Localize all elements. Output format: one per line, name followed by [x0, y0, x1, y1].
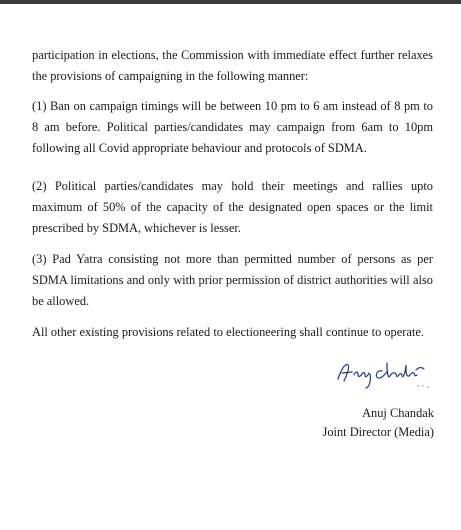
signatory-designation: Joint Director (Media)	[322, 425, 434, 439]
signatory-name: Anuj Chandak	[362, 406, 434, 420]
handwritten-signature	[334, 357, 434, 391]
paragraph-point-3: (3) Pad Yatra consisting not more than permitted number of persons as per SDMA limitations and only with prior permission of district authorities will also be allowed.	[32, 252, 433, 308]
paragraph-closing: All other existing provisions related to electioneering shall continue to operate.	[32, 325, 424, 339]
paragraph-point-2: (2) Political parties/candidates may hold their meetings and rallies upto maximum of 50% of the capacity of the designated open spaces or the limit prescribed by SDMA, whichever is lesser.	[32, 179, 433, 235]
paragraph-point-1: (1) Ban on campaign timings will be between 10 pm to 6 am instead of 8 pm to 8 am before. Political parties/candidates may campaign from 6am to 10pm following all Covid appropriate behaviour and protocols of SDMA.	[32, 99, 433, 155]
paragraph-intro: participation in elections, the Commission with immediate effect further relaxes the provisions of campaigning in the following manner:	[32, 48, 433, 83]
